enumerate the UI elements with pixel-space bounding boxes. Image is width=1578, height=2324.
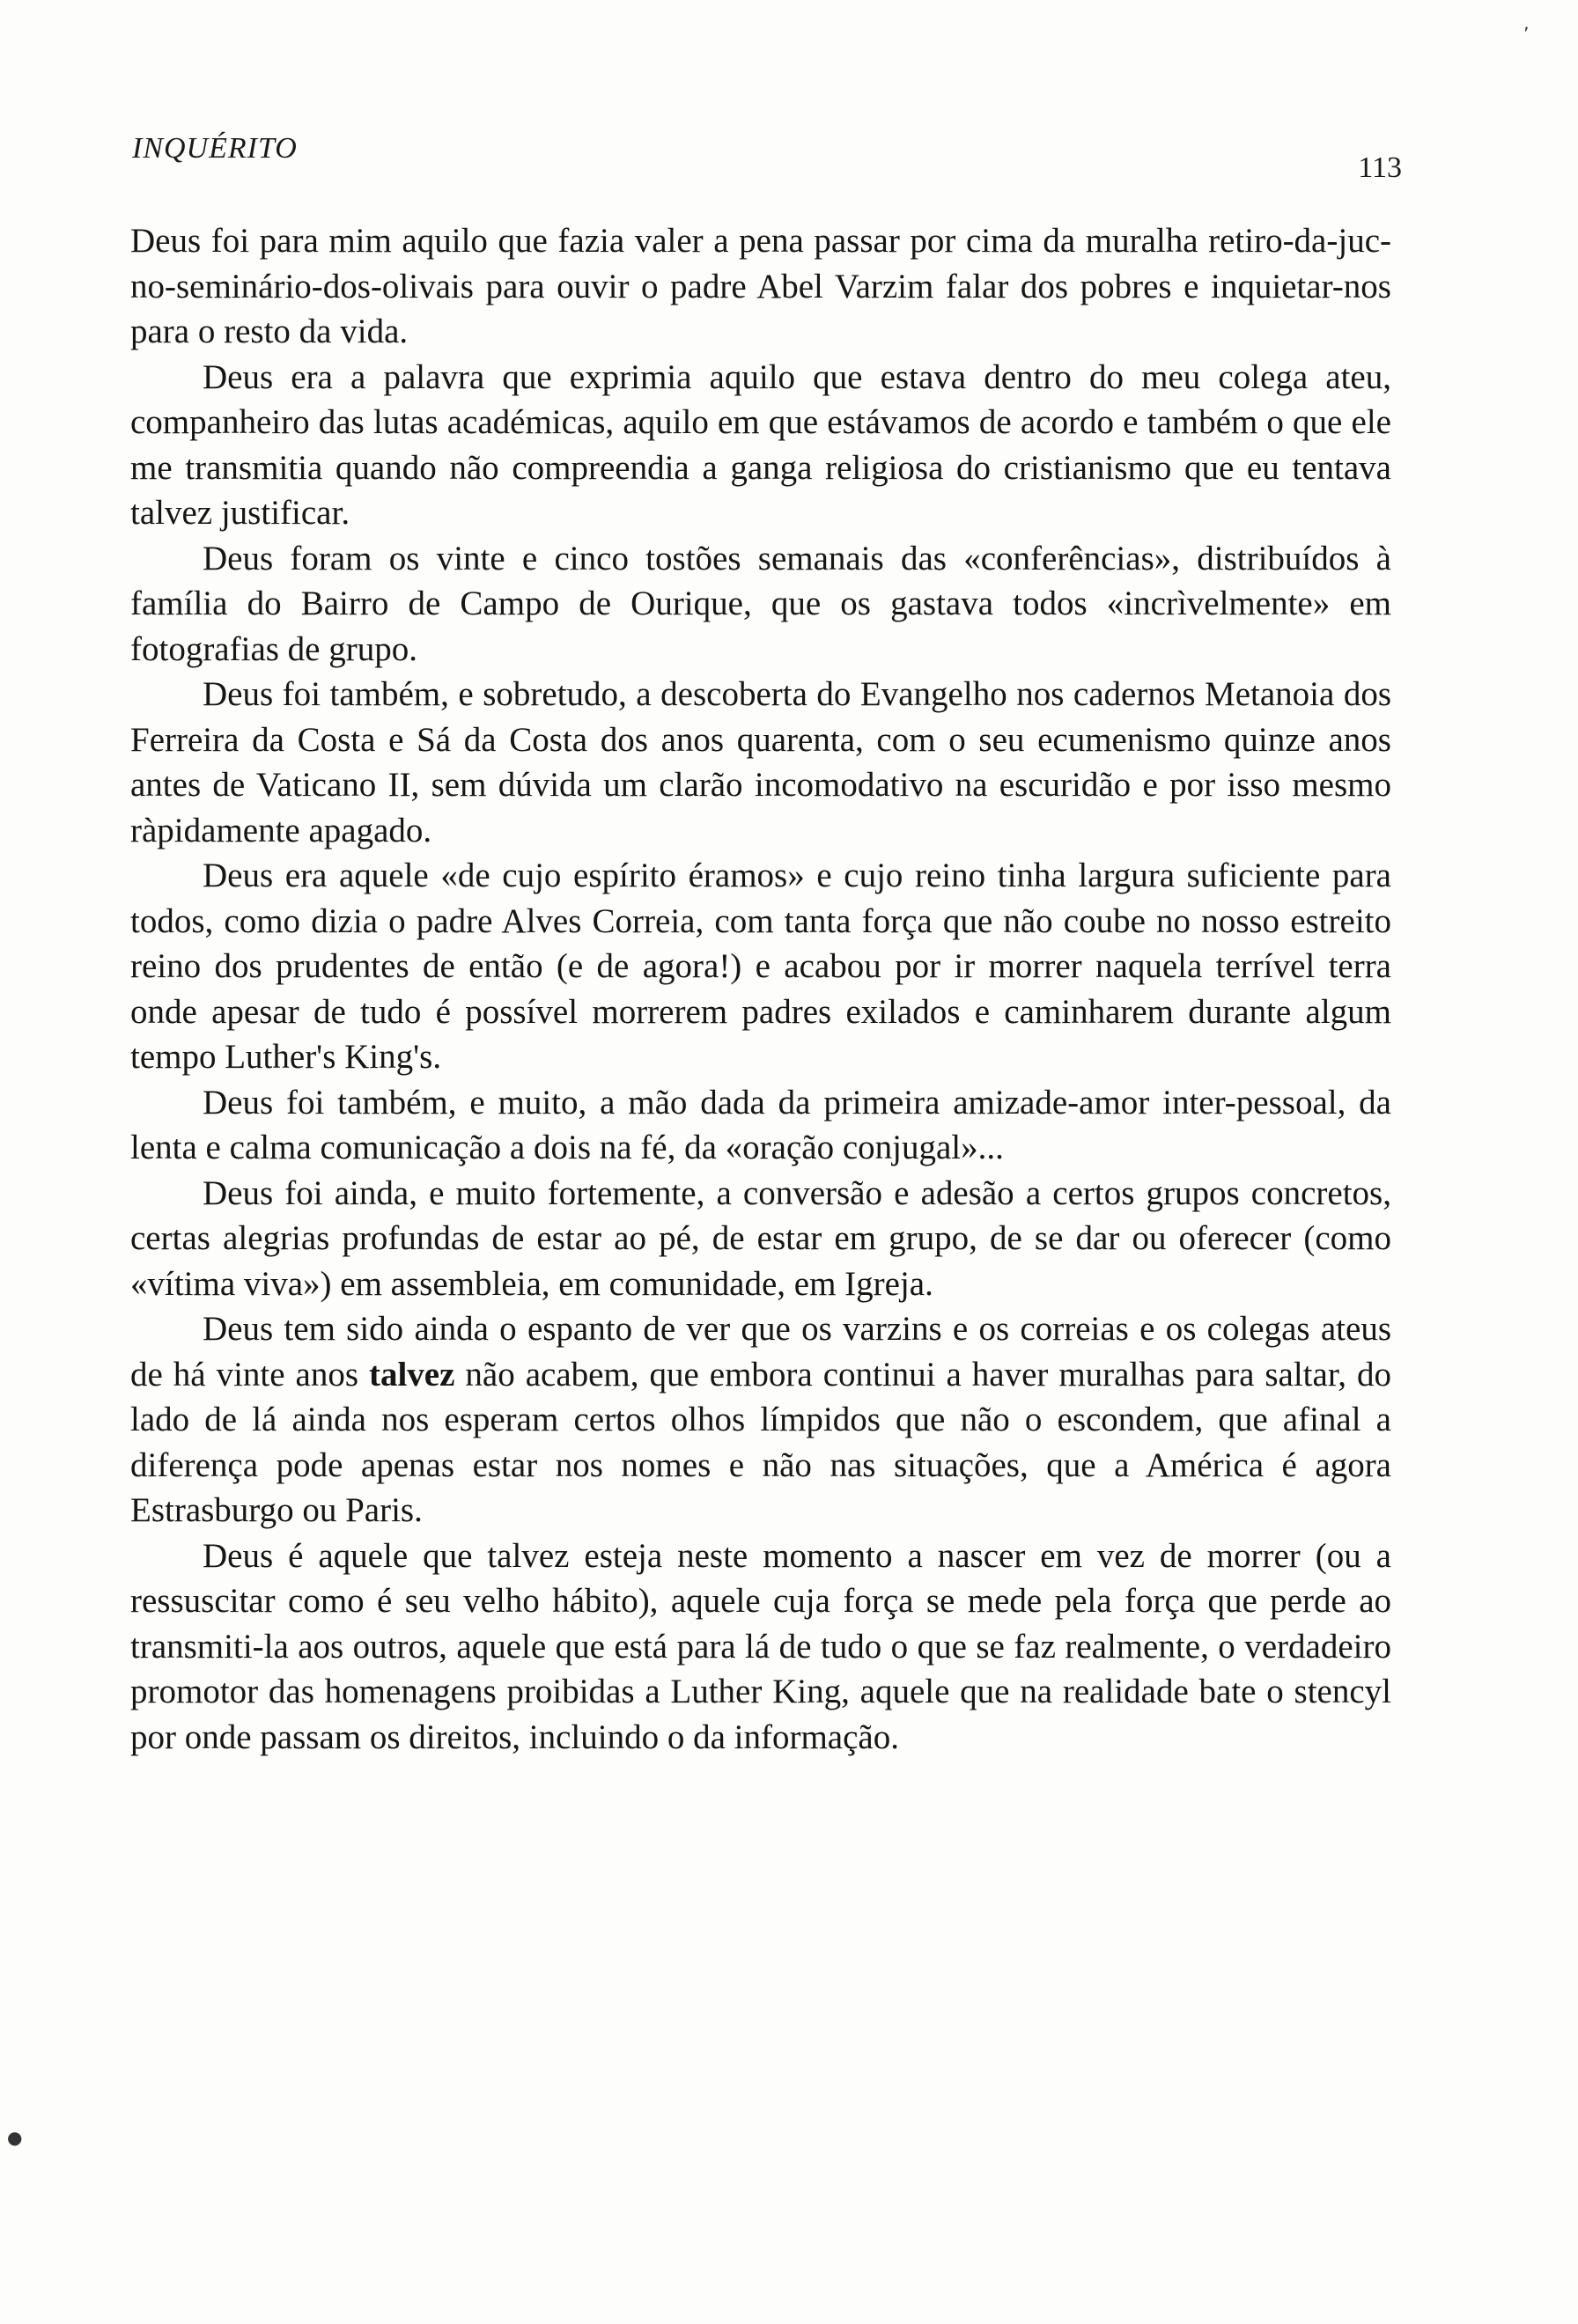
paragraph-1: Deus foi para mim aquilo que fazia valer a pena passar por cima da muralha retiro-da-juc-no-seminário-dos-olivais para ouvir o padre Abel Varzim falar dos pobres e inquietar-nos para o resto da vida.: [130, 222, 1391, 350]
emphasized-word: talvez: [368, 1355, 455, 1394]
paragraph-3: Deus foram os vinte e cinco tostões semanais das «conferências», distribuídos à família do Bairro de Campo de Ourique, que os gastava todos «incrìvelmente» em fotografias de grupo.: [130, 539, 1391, 668]
margin-speck: ‚: [1523, 12, 1530, 33]
paragraph-7: Deus foi ainda, e muito fortemente, a conversão e adesão a certos grupos concretos, certas alegrias profundas de estar ao pé, de estar em grupo, de se dar ou oferecer (como «vítima viva») em assembleia, em comunidade, em Igreja.: [130, 1173, 1391, 1303]
paragraph-2: Deus era a palavra que exprimia aquilo que estava dentro do meu colega ateu, companheiro das lutas académicas, aquilo em que estávamos de acordo e também o que ele me transmitia quando não compreendia a ganga religiosa do cristianismo que eu tentava talvez justificar.: [130, 357, 1391, 532]
paragraph-4: Deus foi também, e sobretudo, a descoberta do Evangelho nos cadernos Metanoia dos Ferreira da Costa e Sá da Costa dos anos quarenta, com o seu ecumenismo quinze anos antes de Vaticano II, sem dúvida um clarão incomodativo na escuridão e por isso mesmo ràpidamente apagado.: [130, 675, 1391, 849]
paragraph-8-lead: Deus tem sido ainda o espanto de ver que os varzins e os correias e os colegas ateus de há vinte anos: [130, 1310, 1391, 1394]
paragraph-9: Deus é aquele que talvez esteja neste momento a nascer em vez de morrer (ou a ressuscitar como é seu velho hábito), aquele cuja força se mede pela força que perde ao transmiti-la aos outros, aquele que está para lá de tudo o que se faz realmente, o verdadeiro promotor das homenagens proibidas a Luther King, aquele que na realidade bate o stencyl por onde passam os direitos, incluindo o da informação.: [130, 1536, 1391, 1756]
page-number: 113: [1358, 151, 1402, 184]
margin-bullet-mark: ●: [7, 2127, 23, 2148]
paragraph-8: [130, 1306, 1391, 1533]
running-head: INQUÉRITO: [132, 132, 298, 165]
paragraph-8-rest: não acabem, que embora continui a haver muralhas para saltar, do lado de lá ainda nos esperam certos olhos límpidos que não o escondem, que afinal a diferença pode apenas estar nos nomes e não nas situações, que a América é agora Estrasburgo ou Paris.: [130, 1355, 1391, 1529]
paragraph-6: Deus foi também, e muito, a mão dada da primeira amizade-amor inter-pessoal, da lenta e calma comunicação a dois na fé, da «oração conjugal»...: [130, 1083, 1391, 1166]
body-text: [130, 218, 1391, 1760]
paragraph-5: Deus era aquele «de cujo espírito éramos» e cujo reino tinha largura suficiente para todos, como dizia o padre Alves Correia, com tanta força que não coube no nosso estreito reino dos prudentes de então (e de agora!) e acabou por ir morrer naquela terrível terra onde apesar de tudo é possível morrerem padres exilados e caminharem durante algum tempo Luther's King's.: [130, 857, 1391, 1076]
